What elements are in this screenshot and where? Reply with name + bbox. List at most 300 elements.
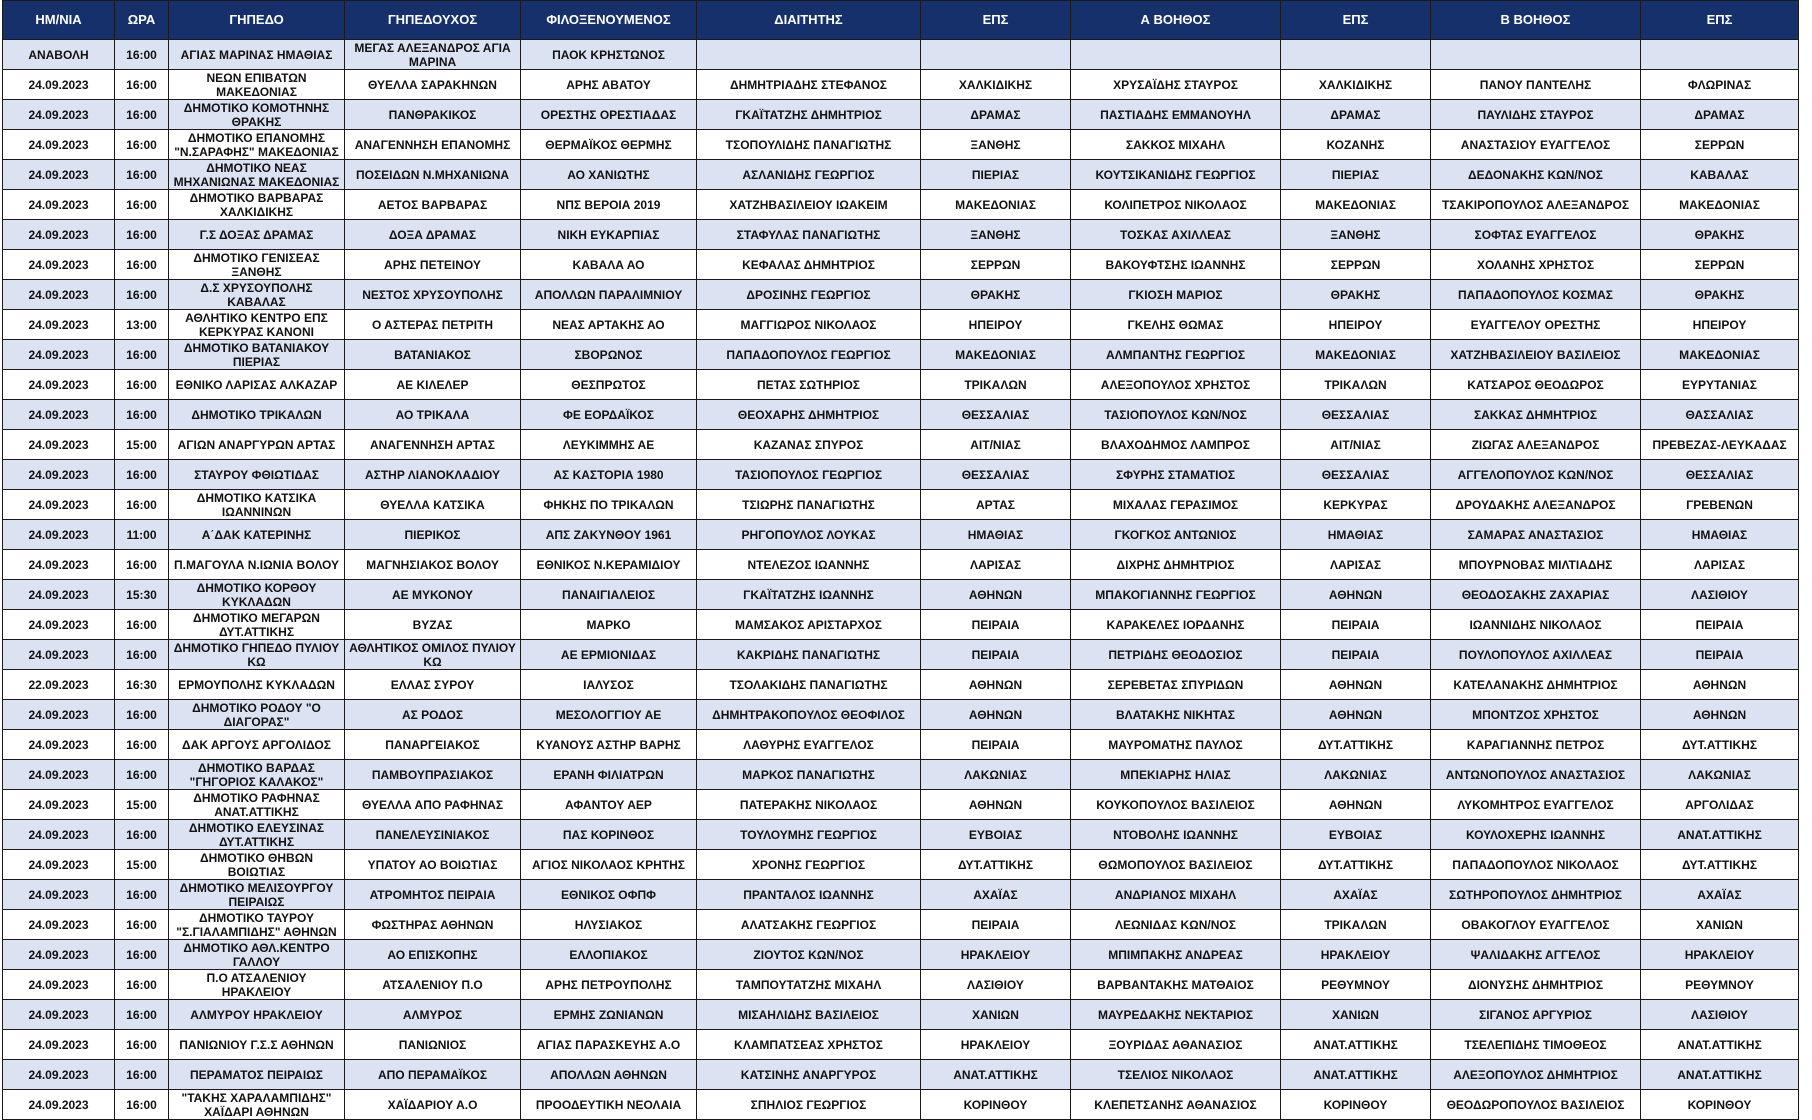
cell-assistant-b-union: ΛΑΚΩΝΙΑΣ [1641,760,1799,790]
cell-referee-union: ΣΕΡΡΩΝ [921,250,1071,280]
cell-assistant-a-union: ΑΙΤ/ΝΙΑΣ [1281,430,1431,460]
cell-time: 16:00 [115,40,169,70]
cell-assistant-a-union: ΠΙΕΡΙΑΣ [1281,160,1431,190]
cell-referee [697,40,921,70]
cell-referee: ΖΙΟΥΤΟΣ ΚΩΝ/ΝΟΣ [697,940,921,970]
cell-stadium: ΑΓΙΩΝ ΑΝΑΡΓΥΡΩΝ ΑΡΤΑΣ [169,430,345,460]
cell-referee: ΚΕΦΑΛΑΣ ΔΗΜΗΤΡΙΟΣ [697,250,921,280]
table-row [3,550,1799,580]
cell-stadium: ΔΗΜΟΤΙΚΟ ΑΘΛ.ΚΕΝΤΡΟ ΓΑΛΛΟΥ [169,940,345,970]
cell-home-team: Ο ΑΣΤΕΡΑΣ ΠΕΤΡΙΤΗ [345,310,521,340]
cell-assistant-b: ΚΑΡΑΓΙΑΝΝΗΣ ΠΕΤΡΟΣ [1431,730,1641,760]
cell-assistant-b [1431,40,1641,70]
cell-assistant-a: ΜΙΧΑΛΑΣ ΓΕΡΑΣΙΜΟΣ [1071,490,1281,520]
cell-stadium: ΔΗΜΟΤΙΚΟ ΘΗΒΩΝ ΒΟΙΩΤΙΑΣ [169,850,345,880]
cell-assistant-b-union: ΔΥΤ.ΑΤΤΙΚΗΣ [1641,730,1799,760]
cell-referee: ΚΛΑΜΠΑΤΣΕΑΣ ΧΡΗΣΤΟΣ [697,1030,921,1060]
cell-referee-union: ΠΙΕΡΙΑΣ [921,160,1071,190]
cell-date: 24.09.2023 [3,730,115,760]
cell-date: 24.09.2023 [3,1090,115,1120]
table-row [3,580,1799,610]
cell-assistant-a: ΑΝΔΡΙΑΝΟΣ ΜΙΧΑΗΛ [1071,880,1281,910]
cell-home-team: ΠΙΕΡΙΚΟΣ [345,520,521,550]
cell-stadium: ΔΗΜΟΤΙΚΟ ΤΡΙΚΑΛΩΝ [169,400,345,430]
cell-referee: ΑΛΑΤΣΑΚΗΣ ΓΕΩΡΓΙΟΣ [697,910,921,940]
cell-assistant-b: ΘΕΟΔΩΡΟΠΟΥΛΟΣ ΒΑΣΙΛΕΙΟΣ [1431,1090,1641,1120]
cell-referee: ΡΗΓΟΠΟΥΛΟΣ ΛΟΥΚΑΣ [697,520,921,550]
cell-assistant-a: ΓΚΙΟΣΗ ΜΑΡΙΟΣ [1071,280,1281,310]
cell-away-team: ΜΕΣΟΛΟΓΓΙΟΥ ΑΕ [521,700,697,730]
table-row [3,340,1799,370]
cell-assistant-a: ΜΠΙΜΠΑΚΗΣ ΑΝΔΡΕΑΣ [1071,940,1281,970]
cell-stadium: ΣΤΑΥΡΟΥ ΦΘΙΩΤΙΔΑΣ [169,460,345,490]
cell-assistant-b-union: ΑΝΑΤ.ΑΤΤΙΚΗΣ [1641,1030,1799,1060]
cell-assistant-a-union: ΠΕΙΡΑΙΑ [1281,610,1431,640]
cell-date: 24.09.2023 [3,520,115,550]
cell-stadium: Γ.Σ ΔΟΞΑΣ ΔΡΑΜΑΣ [169,220,345,250]
cell-referee-union: ΑΝΑΤ.ΑΤΤΙΚΗΣ [921,1060,1071,1090]
cell-away-team: ΘΕΡΜΑΪΚΟΣ ΘΕΡΜΗΣ [521,130,697,160]
cell-away-team: ΚΑΒΑΛΑ ΑΟ [521,250,697,280]
cell-home-team: ΘΥΕΛΛΑ ΣΑΡΑΚΗΝΩΝ [345,70,521,100]
cell-away-team: ΝΕΑΣ ΑΡΤΑΚΗΣ ΑΟ [521,310,697,340]
cell-home-team: ΑΟ ΤΡΙΚΑΛΑ [345,400,521,430]
table-row [3,640,1799,670]
cell-referee: ΣΤΑΦΥΛΑΣ ΠΑΝΑΓΙΩΤΗΣ [697,220,921,250]
cell-assistant-b-union: ΑΝΑΤ.ΑΤΤΙΚΗΣ [1641,820,1799,850]
cell-referee-union: ΤΡΙΚΑΛΩΝ [921,370,1071,400]
table-row [3,220,1799,250]
cell-assistant-b-union: ΣΕΡΡΩΝ [1641,130,1799,160]
table-row [3,670,1799,700]
cell-time: 16:00 [115,160,169,190]
cell-assistant-b-union: ΛΑΣΙΘΙΟΥ [1641,1000,1799,1030]
cell-assistant-b-union: ΚΟΡΙΝΘΟΥ [1641,1090,1799,1120]
cell-away-team: ΦΕ ΕΟΡΔΑΪΚΟΣ [521,400,697,430]
table-row [3,790,1799,820]
cell-home-team: ΠΑΜΒΟΥΠΡΑΣΙΑΚΟΣ [345,760,521,790]
cell-away-team: ΕΛΛΟΠΙΑΚΟΣ [521,940,697,970]
cell-assistant-b-union: ΗΠΕΙΡΟΥ [1641,310,1799,340]
cell-away-team: ΠΡΟΟΔΕΥΤΙΚΗ ΝΕΟΛΑΙΑ [521,1090,697,1120]
cell-assistant-b: ΠΑΠΑΔΟΠΟΥΛΟΣ ΝΙΚΟΛΑΟΣ [1431,850,1641,880]
cell-referee-union: ΧΑΛΚΙΔΙΚΗΣ [921,70,1071,100]
cell-time: 13:00 [115,310,169,340]
cell-home-team: ΠΑΝΙΩΝΙΟΣ [345,1030,521,1060]
cell-away-team: ΕΡΜΗΣ ΖΩΝΙΑΝΩΝ [521,1000,697,1030]
cell-date: 24.09.2023 [3,340,115,370]
cell-time: 16:00 [115,460,169,490]
cell-referee-union: ΜΑΚΕΔΟΝΙΑΣ [921,340,1071,370]
cell-referee: ΚΑΤΣΙΝΗΣ ΑΝΑΡΓΥΡΟΣ [697,1060,921,1090]
cell-referee-union: ΞΑΝΘΗΣ [921,220,1071,250]
cell-assistant-b-union: ΛΑΣΙΘΙΟΥ [1641,580,1799,610]
cell-away-team: ΕΡΑΝΗ ΦΙΛΙΑΤΡΩΝ [521,760,697,790]
cell-assistant-a: ΓΚΕΛΗΣ ΘΩΜΑΣ [1071,310,1281,340]
cell-referee: ΑΣΛΑΝΙΔΗΣ ΓΕΩΡΓΙΟΣ [697,160,921,190]
cell-away-team: ΠΑΟΚ ΚΡΗΣΤΩΝΟΣ [521,40,697,70]
cell-time: 15:00 [115,430,169,460]
cell-time: 16:00 [115,100,169,130]
cell-date: 24.09.2023 [3,850,115,880]
cell-assistant-a-union: ΧΑΝΙΩΝ [1281,1000,1431,1030]
cell-referee: ΜΑΡΚΟΣ ΠΑΝΑΓΙΩΤΗΣ [697,760,921,790]
cell-referee-union [921,40,1071,70]
table-row [3,40,1799,70]
cell-referee: ΚΑΚΡΙΔΗΣ ΠΑΝΑΓΙΩΤΗΣ [697,640,921,670]
cell-assistant-a: ΤΣΕΛΙΟΣ ΝΙΚΟΛΑΟΣ [1071,1060,1281,1090]
cell-assistant-b-union: ΜΑΚΕΔΟΝΙΑΣ [1641,190,1799,220]
cell-referee-union: ΗΜΑΘΙΑΣ [921,520,1071,550]
cell-assistant-a-union: ΚΟΖΑΝΗΣ [1281,130,1431,160]
cell-away-team: ΕΘΝΙΚΟΣ ΟΦΠΦ [521,880,697,910]
cell-assistant-b-union: ΠΡΕΒΕΖΑΣ-ΛΕΥΚΑΔΑΣ [1641,430,1799,460]
cell-assistant-b: ΣΑΚΚΑΣ ΔΗΜΗΤΡΙΟΣ [1431,400,1641,430]
cell-assistant-a-union: ΣΕΡΡΩΝ [1281,250,1431,280]
table-row [3,250,1799,280]
cell-assistant-a: ΒΛΑΤΑΚΗΣ ΝΙΚΗΤΑΣ [1071,700,1281,730]
cell-home-team: ΑΝΑΓΕΝΝΗΣΗ ΕΠΑΝΟΜΗΣ [345,130,521,160]
cell-referee: ΓΚΑΪΤΑΤΖΗΣ ΔΗΜΗΤΡΙΟΣ [697,100,921,130]
cell-assistant-a-union: ΑΘΗΝΩΝ [1281,700,1431,730]
cell-home-team: ΠΑΝΕΛΕΥΣΙΝΙΑΚΟΣ [345,820,521,850]
cell-assistant-b: ΑΝΤΩΝΟΠΟΥΛΟΣ ΑΝΑΣΤΑΣΙΟΣ [1431,760,1641,790]
cell-assistant-a-union: ΑΘΗΝΩΝ [1281,670,1431,700]
cell-assistant-b: ΣΑΜΑΡΑΣ ΑΝΑΣΤΑΣΙΟΣ [1431,520,1641,550]
cell-assistant-a: ΜΑΥΡΟΜΑΤΗΣ ΠΑΥΛΟΣ [1071,730,1281,760]
table-row [3,1090,1799,1120]
cell-away-team: ΠΑΣ ΚΟΡΙΝΘΟΣ [521,820,697,850]
cell-away-team: ΑΠΟΛΛΩΝ ΠΑΡΑΛΙΜΝΙΟΥ [521,280,697,310]
table-row [3,160,1799,190]
table-row [3,400,1799,430]
cell-home-team: ΧΑΪΔΑΡΙΟΥ Α.Ο [345,1090,521,1120]
cell-stadium: ΔΗΜΟΤΙΚΟ ΡΑΦΗΝΑΣ ΑΝΑΤ.ΑΤΤΙΚΗΣ [169,790,345,820]
table-row [3,70,1799,100]
cell-referee-union: ΑΘΗΝΩΝ [921,580,1071,610]
cell-stadium: ΔΑΚ ΑΡΓΟΥΣ ΑΡΓΟΛΙΔΟΣ [169,730,345,760]
column-header-referee: ΔΙΑΙΤΗΤΗΣ [697,1,921,40]
cell-assistant-b: ΣΩΤΗΡΟΠΟΥΛΟΣ ΔΗΜΗΤΡΙΟΣ [1431,880,1641,910]
cell-stadium: ΠΑΝΙΩΝΙΟΥ Γ.Σ.Σ ΑΘΗΝΩΝ [169,1030,345,1060]
cell-referee-union: ΘΕΣΣΑΛΙΑΣ [921,460,1071,490]
cell-referee-union: ΚΟΡΙΝΘΟΥ [921,1090,1071,1120]
cell-assistant-a-union: ΧΑΛΚΙΔΙΚΗΣ [1281,70,1431,100]
cell-assistant-a: ΒΑΡΒΑΝΤΑΚΗΣ ΜΑΤΘΑΙΟΣ [1071,970,1281,1000]
cell-assistant-b: ΠΑΥΛΙΔΗΣ ΣΤΑΥΡΟΣ [1431,100,1641,130]
cell-time: 16:00 [115,820,169,850]
cell-assistant-b-union: ΘΕΣΣΑΛΙΑΣ [1641,460,1799,490]
cell-assistant-b: ΠΟΥΛΟΠΟΥΛΟΣ ΑΧΙΛΛΕΑΣ [1431,640,1641,670]
cell-time: 16:00 [115,280,169,310]
cell-referee-union: ΛΑΡΙΣΑΣ [921,550,1071,580]
cell-referee-union: ΜΑΚΕΔΟΝΙΑΣ [921,190,1071,220]
cell-referee: ΜΙΣΑΗΛΙΔΗΣ ΒΑΣΙΛΕΙΟΣ [697,1000,921,1030]
cell-date: 24.09.2023 [3,130,115,160]
cell-referee: ΠΡΑΝΤΑΛΟΣ ΙΩΑΝΝΗΣ [697,880,921,910]
cell-date: 24.09.2023 [3,370,115,400]
table-row [3,310,1799,340]
table-row [3,970,1799,1000]
cell-referee-union: ΑΡΤΑΣ [921,490,1071,520]
cell-assistant-a-union: ΜΑΚΕΔΟΝΙΑΣ [1281,190,1431,220]
cell-referee-union: ΗΡΑΚΛΕΙΟΥ [921,940,1071,970]
cell-referee-union: ΑΧΑΪΑΣ [921,880,1071,910]
cell-stadium: Π.ΜΑΓΟΥΛΑ Ν.ΙΩΝΙΑ ΒΟΛΟΥ [169,550,345,580]
cell-stadium: ΔΗΜΟΤΙΚΟ ΓΗΠΕΔΟ ΠΥΛΙΟΥ ΚΩ [169,640,345,670]
cell-assistant-a: ΑΛΕΞΟΠΟΥΛΟΣ ΧΡΗΣΤΟΣ [1071,370,1281,400]
cell-referee-union: ΧΑΝΙΩΝ [921,1000,1071,1030]
cell-date: 24.09.2023 [3,550,115,580]
cell-referee: ΠΕΤΑΣ ΣΩΤΗΡΙΟΣ [697,370,921,400]
cell-home-team: ΘΥΕΛΛΑ ΚΑΤΣΙΚΑ [345,490,521,520]
cell-time: 16:00 [115,640,169,670]
cell-assistant-b: ΧΑΤΖΗΒΑΣΙΛΕΙΟΥ ΒΑΣΙΛΕΙΟΣ [1431,340,1641,370]
cell-time: 16:00 [115,700,169,730]
cell-assistant-b-union: ΧΑΝΙΩΝ [1641,910,1799,940]
cell-date: 24.09.2023 [3,70,115,100]
cell-date: 24.09.2023 [3,640,115,670]
cell-away-team: ΑΕ ΕΡΜΙΟΝΙΔΑΣ [521,640,697,670]
cell-assistant-a: ΒΛΑΧΟΔΗΜΟΣ ΛΑΜΠΡΟΣ [1071,430,1281,460]
cell-assistant-b-union: ΑΡΓΟΛΙΔΑΣ [1641,790,1799,820]
cell-home-team: ΜΑΓΝΗΣΙΑΚΟΣ ΒΟΛΟΥ [345,550,521,580]
cell-date: 24.09.2023 [3,460,115,490]
cell-time: 16:00 [115,940,169,970]
cell-stadium: ΝΕΩΝ ΕΠΙΒΑΤΩΝ ΜΑΚΕΔΟΝΙΑΣ [169,70,345,100]
cell-home-team: ΠΑΝΘΡΑΚΙΚΟΣ [345,100,521,130]
cell-date: 24.09.2023 [3,190,115,220]
cell-time: 16:00 [115,910,169,940]
cell-assistant-a: ΠΕΤΡΙΔΗΣ ΘΕΟΔΟΣΙΟΣ [1071,640,1281,670]
cell-stadium: Α΄ΔΑΚ ΚΑΤΕΡΙΝΗΣ [169,520,345,550]
table-row [3,130,1799,160]
cell-away-team: ΟΡΕΣΤΗΣ ΟΡΕΣΤΙΑΔΑΣ [521,100,697,130]
cell-home-team: ΠΟΣΕΙΔΩΝ Ν.ΜΗΧΑΝΙΩΝΑ [345,160,521,190]
cell-stadium: ΕΘΝΙΚΟ ΛΑΡΙΣΑΣ ΑΛΚΑΖΑΡ [169,370,345,400]
cell-time: 15:30 [115,580,169,610]
cell-away-team: ΑΟ ΧΑΝΙΩΤΗΣ [521,160,697,190]
cell-referee: ΤΟΥΛΟΥΜΗΣ ΓΕΩΡΓΙΟΣ [697,820,921,850]
cell-assistant-a: ΤΑΣΙΟΠΟΥΛΟΣ ΚΩΝ/ΝΟΣ [1071,400,1281,430]
cell-away-team: ΘΕΣΠΡΩΤΟΣ [521,370,697,400]
cell-assistant-b: ΖΙΩΓΑΣ ΑΛΕΞΑΝΔΡΟΣ [1431,430,1641,460]
cell-assistant-a: ΣΦΥΡΗΣ ΣΤΑΜΑΤΙΟΣ [1071,460,1281,490]
table-row [3,490,1799,520]
cell-home-team: ΑΤΣΑΛΕΝΙΟΥ Π.Ο [345,970,521,1000]
cell-assistant-a: ΔΙΧΡΗΣ ΔΗΜΗΤΡΙΟΣ [1071,550,1281,580]
cell-away-team: ΑΡΗΣ ΑΒΑΤΟΥ [521,70,697,100]
cell-home-team: ΑΕ ΚΙΛΕΛΕΡ [345,370,521,400]
table-row [3,460,1799,490]
cell-home-team: ΑΣΤΗΡ ΛΙΑΝΟΚΛΑΔΙΟΥ [345,460,521,490]
cell-assistant-a-union: ΑΘΗΝΩΝ [1281,790,1431,820]
cell-assistant-a-union: ΡΕΘΥΜΝΟΥ [1281,970,1431,1000]
table-row [3,190,1799,220]
cell-away-team: ΑΠΣ ΖΑΚΥΝΘΟΥ 1961 [521,520,697,550]
cell-referee-union: ΑΘΗΝΩΝ [921,700,1071,730]
cell-date: 24.09.2023 [3,970,115,1000]
cell-assistant-a-union: ΞΑΝΘΗΣ [1281,220,1431,250]
match-schedule-table [2,0,1799,1120]
cell-assistant-b: ΚΑΤΣΑΡΟΣ ΘΕΟΔΩΡΟΣ [1431,370,1641,400]
cell-assistant-b-union: ΑΧΑΪΑΣ [1641,880,1799,910]
cell-home-team: ΜΕΓΑΣ ΑΛΕΞΑΝΔΡΟΣ ΑΓΙΑ ΜΑΡΙΝΑ [345,40,521,70]
cell-referee: ΤΣΙΩΡΗΣ ΠΑΝΑΓΙΩΤΗΣ [697,490,921,520]
cell-referee-union: ΑΘΗΝΩΝ [921,670,1071,700]
cell-assistant-a-union: ΔΥΤ.ΑΤΤΙΚΗΣ [1281,850,1431,880]
cell-home-team: ΒΑΤΑΝΙΑΚΟΣ [345,340,521,370]
cell-assistant-a-union: ΤΡΙΚΑΛΩΝ [1281,910,1431,940]
cell-stadium: Δ.Σ ΧΡΥΣΟΥΠΟΛΗΣ ΚΑΒΑΛΑΣ [169,280,345,310]
cell-referee: ΤΣΟΠΟΥΛΙΔΗΣ ΠΑΝΑΓΙΩΤΗΣ [697,130,921,160]
cell-away-team: ΑΡΗΣ ΠΕΤΡΟΥΠΟΛΗΣ [521,970,697,1000]
cell-date: 24.09.2023 [3,820,115,850]
cell-time: 16:30 [115,670,169,700]
cell-assistant-a-union: ΚΟΡΙΝΘΟΥ [1281,1090,1431,1120]
cell-stadium: ΔΗΜΟΤΙΚΟ ΚΑΤΣΙΚΑ ΙΩΑΝΝΙΝΩΝ [169,490,345,520]
table-row [3,940,1799,970]
cell-assistant-b: ΤΣΕΛΕΠΙΔΗΣ ΤΙΜΟΘΕΟΣ [1431,1030,1641,1060]
cell-stadium: ΔΗΜΟΤΙΚΟ ΕΠΑΝΟΜΗΣ "Ν.ΣΑΡΑΦΗΣ" ΜΑΚΕΔΟΝΙΑΣ [169,130,345,160]
cell-date: 24.09.2023 [3,400,115,430]
cell-assistant-a: ΣΑΚΚΟΣ ΜΙΧΑΗΛ [1071,130,1281,160]
cell-referee: ΠΑΠΑΔΟΠΟΥΛΟΣ ΓΕΩΡΓΙΟΣ [697,340,921,370]
column-header-stadium: ΓΗΠΕΔΟ [169,1,345,40]
cell-date: 24.09.2023 [3,610,115,640]
cell-stadium: ΔΗΜΟΤΙΚΟ ΒΑΡΔΑΣ "ΓΗΓΟΡΙΟΣ ΚΑΛΑΚΟΣ" [169,760,345,790]
cell-referee: ΤΑΜΠΟΥΤΑΤΖΗΣ ΜΙΧΑΗΛ [697,970,921,1000]
cell-referee-union: ΠΕΙΡΑΙΑ [921,730,1071,760]
cell-date: 24.09.2023 [3,220,115,250]
column-header-away-team: ΦΙΛΟΞΕΝΟΥΜΕΝΟΣ [521,1,697,40]
cell-assistant-a: ΝΤΟΒΟΛΗΣ ΙΩΑΝΝΗΣ [1071,820,1281,850]
cell-referee: ΔΗΜΗΤΡΑΚΟΠΟΥΛΟΣ ΘΕΟΦΙΛΟΣ [697,700,921,730]
cell-referee: ΚΑΖΑΝΑΣ ΣΠΥΡΟΣ [697,430,921,460]
cell-referee-union: ΑΘΗΝΩΝ [921,790,1071,820]
cell-time: 16:00 [115,220,169,250]
cell-assistant-b-union: ΦΛΩΡΙΝΑΣ [1641,70,1799,100]
cell-assistant-b: ΠΑΝΟΥ ΠΑΝΤΕΛΗΣ [1431,70,1641,100]
cell-away-team: ΑΦΑΝΤΟΥ ΑΕΡ [521,790,697,820]
cell-assistant-a-union: ΔΡΑΜΑΣ [1281,100,1431,130]
cell-assistant-a: ΜΠΑΚΟΓΙΑΝΝΗΣ ΓΕΩΡΓΙΟΣ [1071,580,1281,610]
column-header-assistant-a-union: ΕΠΣ [1281,1,1431,40]
cell-stadium: ΑΓΙΑΣ ΜΑΡΙΝΑΣ ΗΜΑΘΙΑΣ [169,40,345,70]
cell-home-team: ΑΕΤΟΣ ΒΑΡΒΑΡΑΣ [345,190,521,220]
cell-assistant-a-union: ΑΝΑΤ.ΑΤΤΙΚΗΣ [1281,1060,1431,1090]
cell-stadium: ΔΗΜΟΤΙΚΟ ΚΟΜΟΤΗΝΗΣ ΘΡΑΚΗΣ [169,100,345,130]
cell-date: ΑΝΑΒΟΛΗ [3,40,115,70]
cell-assistant-a-union: ΑΘΗΝΩΝ [1281,580,1431,610]
table-row [3,1030,1799,1060]
cell-date: 24.09.2023 [3,1000,115,1030]
cell-time: 16:00 [115,1060,169,1090]
cell-home-team: ΑΣ ΡΟΔΟΣ [345,700,521,730]
cell-assistant-b-union: ΠΕΙΡΑΙΑ [1641,610,1799,640]
cell-assistant-a-union: ΑΝΑΤ.ΑΤΤΙΚΗΣ [1281,1030,1431,1060]
table-row [3,760,1799,790]
cell-away-team: ΕΘΝΙΚΟΣ Ν.ΚΕΡΑΜΙΔΙΟΥ [521,550,697,580]
cell-assistant-a: ΣΕΡΕΒΕΤΑΣ ΣΠΥΡΙΔΩΝ [1071,670,1281,700]
column-header-home-team: ΓΗΠΕΔΟΥΧΟΣ [345,1,521,40]
cell-date: 24.09.2023 [3,760,115,790]
cell-referee: ΓΚΑΪΤΑΤΖΗΣ ΙΩΑΝΝΗΣ [697,580,921,610]
cell-home-team: ΑΡΗΣ ΠΕΤΕΙΝΟΥ [345,250,521,280]
cell-time: 16:00 [115,340,169,370]
cell-date: 24.09.2023 [3,580,115,610]
cell-stadium: ΔΗΜΟΤΙΚΟ ΤΑΥΡΟΥ "Σ.ΓΙΑΛΑΜΠΙΔΗΣ" ΑΘΗΝΩΝ [169,910,345,940]
cell-date: 24.09.2023 [3,100,115,130]
cell-date: 24.09.2023 [3,940,115,970]
cell-assistant-a: ΜΠΕΚΙΑΡΗΣ ΗΛΙΑΣ [1071,760,1281,790]
cell-time: 16:00 [115,760,169,790]
table-row [3,1000,1799,1030]
cell-time: 15:00 [115,790,169,820]
cell-assistant-a [1071,40,1281,70]
cell-assistant-a-union: ΛΑΡΙΣΑΣ [1281,550,1431,580]
cell-referee: ΠΑΤΕΡΑΚΗΣ ΝΙΚΟΛΑΟΣ [697,790,921,820]
cell-assistant-a-union: ΘΡΑΚΗΣ [1281,280,1431,310]
cell-home-team: ΦΩΣΤΗΡΑΣ ΑΘΗΝΩΝ [345,910,521,940]
cell-assistant-b-union: ΗΜΑΘΙΑΣ [1641,520,1799,550]
cell-assistant-b: ΛΥΚΟΜΗΤΡΟΣ ΕΥΑΓΓΕΛΟΣ [1431,790,1641,820]
cell-away-team: ΑΓΙΟΣ ΝΙΚΟΛΑΟΣ ΚΡΗΤΗΣ [521,850,697,880]
cell-time: 16:00 [115,550,169,580]
cell-assistant-a: ΞΟΥΡΙΔΑΣ ΑΘΑΝΑΣΙΟΣ [1071,1030,1281,1060]
cell-assistant-a: ΧΡΥΣΑΪΔΗΣ ΣΤΑΥΡΟΣ [1071,70,1281,100]
cell-date: 24.09.2023 [3,910,115,940]
cell-time: 16:00 [115,370,169,400]
cell-away-team: ΑΠΟΛΛΩΝ ΑΘΗΝΩΝ [521,1060,697,1090]
cell-stadium: Π.Ο ΑΤΣΑΛΕΝΙΟΥ ΗΡΑΚΛΕΙΟΥ [169,970,345,1000]
cell-assistant-b: ΔΡΟΥΔΑΚΗΣ ΑΛΕΞΑΝΔΡΟΣ [1431,490,1641,520]
cell-referee: ΧΡΟΝΗΣ ΓΕΩΡΓΙΟΣ [697,850,921,880]
cell-referee-union: ΛΑΣΙΘΙΟΥ [921,970,1071,1000]
cell-assistant-a: ΠΑΣΤΙΑΔΗΣ ΕΜΜΑΝΟΥΗΛ [1071,100,1281,130]
cell-stadium: ΔΗΜΟΤΙΚΟ ΒΑΤΑΝΙΑΚΟΥ ΠΙΕΡΙΑΣ [169,340,345,370]
cell-stadium: ΔΗΜΟΤΙΚΟ ΝΕΑΣ ΜΗΧΑΝΙΩΝΑΣ ΜΑΚΕΔΟΝΙΑΣ [169,160,345,190]
cell-time: 16:00 [115,70,169,100]
cell-assistant-b-union: ΣΕΡΡΩΝ [1641,250,1799,280]
table-row [3,730,1799,760]
cell-assistant-b-union: ΑΘΗΝΩΝ [1641,670,1799,700]
cell-assistant-b: ΨΑΛΙΔΑΚΗΣ ΑΓΓΕΛΟΣ [1431,940,1641,970]
cell-time: 16:00 [115,130,169,160]
cell-assistant-a-union: ΜΑΚΕΔΟΝΙΑΣ [1281,340,1431,370]
cell-date: 24.09.2023 [3,160,115,190]
cell-referee-union: ΠΕΙΡΑΙΑ [921,910,1071,940]
cell-away-team: ΠΑΝΑΙΓΙΑΛΕΙΟΣ [521,580,697,610]
cell-assistant-b-union: ΑΝΑΤ.ΑΤΤΙΚΗΣ [1641,1060,1799,1090]
cell-assistant-b-union: ΕΥΡΥΤΑΝΙΑΣ [1641,370,1799,400]
cell-stadium: ΔΗΜΟΤΙΚΟ ΜΕΓΑΡΩΝ ΔΥΤ.ΑΤΤΙΚΗΣ [169,610,345,640]
cell-stadium: "ΤΑΚΗΣ ΧΑΡΑΛΑΜΠΙΔΗΣ" ΧΑΪΔΑΡΙ ΑΘΗΝΩΝ [169,1090,345,1120]
cell-assistant-b: ΧΟΛΑΝΗΣ ΧΡΗΣΤΟΣ [1431,250,1641,280]
cell-assistant-a: ΘΩΜΟΠΟΥΛΟΣ ΒΑΣΙΛΕΙΟΣ [1071,850,1281,880]
cell-assistant-a-union: ΚΕΡΚΥΡΑΣ [1281,490,1431,520]
cell-home-team: ΥΠΑΤΟΥ ΑΟ ΒΟΙΩΤΙΑΣ [345,850,521,880]
cell-assistant-b-union: ΔΥΤ.ΑΤΤΙΚΗΣ [1641,850,1799,880]
table-row [3,1060,1799,1090]
cell-referee-union: ΗΡΑΚΛΕΙΟΥ [921,1030,1071,1060]
cell-assistant-b: ΚΑΤΕΛΑΝΑΚΗΣ ΔΗΜΗΤΡΙΟΣ [1431,670,1641,700]
cell-away-team: ΑΣ ΚΑΣΤΟΡΙΑ 1980 [521,460,697,490]
cell-away-team: ΝΙΚΗ ΕΥΚΑΡΠΙΑΣ [521,220,697,250]
cell-assistant-b-union: ΜΑΚΕΔΟΝΙΑΣ [1641,340,1799,370]
cell-referee: ΘΕΟΧΑΡΗΣ ΔΗΜΗΤΡΙΟΣ [697,400,921,430]
cell-assistant-b-union: ΡΕΘΥΜΝΟΥ [1641,970,1799,1000]
